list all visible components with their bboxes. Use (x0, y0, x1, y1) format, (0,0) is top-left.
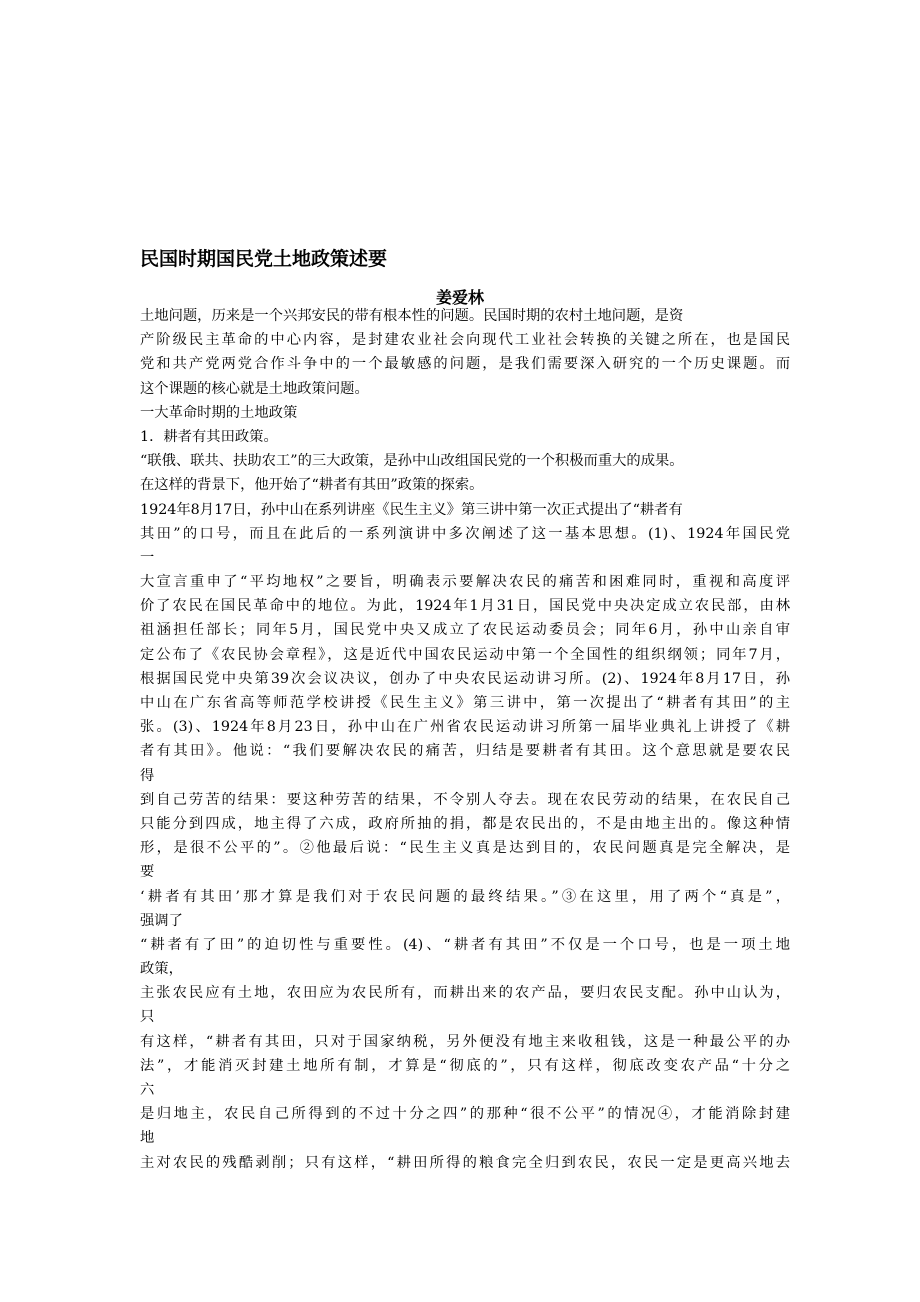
body-text-line: 1924年8月17日，孙中山在系列讲座《民生主义》第三讲中第一次正式提出了“耕者有 (140, 501, 683, 518)
body-text-line: ‘耕者有其田’那才算是我们对于农民问题的最终结果。”③在这里，用了两个“真是”， (140, 888, 790, 905)
body-text-line: 到自己劳苦的结果：要这种劳苦的结果，不令别人夺去。现在农民劳动的结果，在农民自己 (140, 791, 790, 808)
body-text-line: 六 (140, 1082, 155, 1098)
body-text-line: 这个课题的核心就是土地政策问题。 (140, 380, 369, 397)
body-text-line: 价了农民在国民革命中的地位。为此，1924年1月31日，国民党中央决定成立农民部，由林 (140, 598, 790, 615)
body-text-line: 强调了 (140, 912, 183, 929)
document-body (140, 304, 790, 1175)
body-text-line: 只 (140, 1009, 155, 1026)
body-text-line: “耕者有了田”的迫切性与重要性。(4)、“耕者有其田”不仅是一个口号，也是一项土地 (140, 936, 790, 953)
body-text-line: 得 (140, 767, 155, 784)
body-text-line: 一大革命时期的土地政策 (140, 404, 298, 421)
document-title: 民国时期国民党土地政策述要 (140, 248, 388, 270)
body-text-line: 产阶级民主革命的中心内容，是封建农业社会向现代工业社会转换的关键之所在，也是国民 (140, 332, 790, 349)
body-text-line: “联俄、联共、扶助农工”的三大政策，是孙中山改组国民党的一个积极而重大的成果。 (140, 453, 684, 470)
body-text-line: 者有其田》。他说：“我们要解决农民的痛苦，归结是要耕者有其田。这个意思就是要农民 (140, 743, 790, 760)
body-text-line: 土地问题，历来是一个兴邦安民的带有根本性的问题。民国时期的农村土地问题，是资 (140, 308, 684, 324)
body-text-line: 形，是很不公平的”。②他最后说：“民生主义真是达到目的，农民问题真是完全解决，是 (140, 840, 790, 857)
body-text-line: 根据国民党中央第39次会议决议，创办了中央农民运动讲习所。(2)、1924年8月17日，孙 (140, 670, 790, 687)
body-text-line: 祖涵担任部长；同年5月，国民党中央又成立了农民运动委员会；同年6月，孙中山亲自审 (140, 622, 790, 639)
body-text-line: 主张农民应有土地，农田应为农民所有，而耕出来的农产品，要归农民支配。孙中山认为， (140, 985, 790, 1002)
body-text-line: 地 (140, 1130, 155, 1147)
body-text-line: 要 (140, 864, 155, 881)
body-text-line: 是归地主，农民自己所得到的不过十分之四”的那种“很不公平”的情况④，才能消除封建 (140, 1106, 790, 1123)
body-text-line: 大宣言重申了“平均地权”之要旨，明确表示要解决农民的痛苦和困难同时，重视和高度评 (140, 574, 790, 591)
body-text-line: 党和共产党两党合作斗争中的一个最敏感的问题，是我们需要深入研究的一个历史课题。而 (140, 356, 790, 373)
body-text-line: 有这样，“耕者有其田，只对于国家纳税，另外便没有地主来收租钱，这是一种最公平的办 (140, 1033, 790, 1050)
body-text-line: 1．耕者有其田政策。 (140, 428, 278, 445)
body-text-line: 只能分到四成，地主得了六成，政府所抽的捐，都是农民出的，不是由地主出的。像这种情 (140, 815, 790, 832)
document-author: 姜爱林 (435, 288, 484, 307)
body-text-line: 法”，才能消灭封建土地所有制，才算是“彻底的”，只有这样，彻底改变农产品“十分之 (140, 1057, 790, 1074)
body-text-line: 其田”的口号，而且在此后的一系列演讲中多次阐述了这一基本思想。(1)、1924年国民党 (140, 525, 790, 542)
body-text-line: 张。(3)、1924年8月23日，孙中山在广州省农民运动讲习所第一届毕业典礼上讲授了《耕 (140, 719, 790, 736)
body-text-line: 一 (140, 549, 155, 566)
body-text-line: 定公布了《农民协会章程》，这是近代中国农民运动中第一个全国性的组织纲领；同年7月， (140, 646, 790, 663)
body-text-line: 在这样的背景下，他开始了“耕者有其田”政策的探索。 (140, 477, 484, 494)
body-text-line: 主对农民的残酷剥削；只有这样，“耕田所得的粮食完全归到农民，农民一定是更高兴地去 (140, 1154, 790, 1171)
body-text-line: 政策， (140, 961, 183, 978)
body-text-line: 中山在广东省高等师范学校讲授《民生主义》第三讲中，第一次提出了“耕者有其田”的主 (140, 695, 790, 711)
